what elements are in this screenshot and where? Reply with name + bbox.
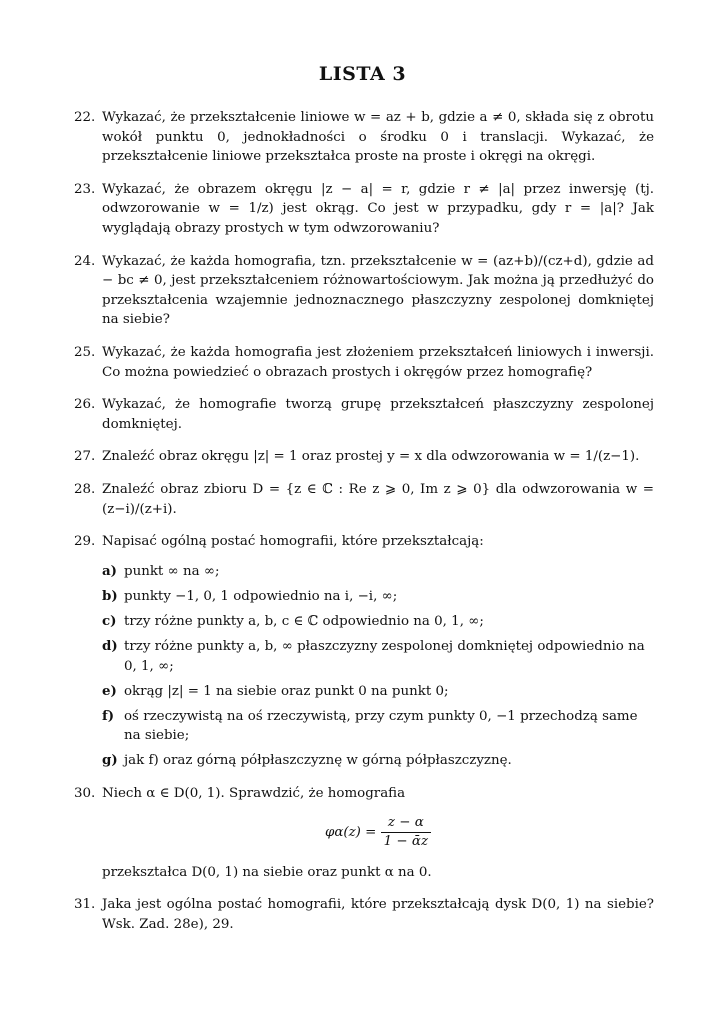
- problem-text: Niech α ∈ D(0, 1). Sprawdzić, że homografia: [102, 786, 406, 802]
- subitem-label: g): [102, 752, 118, 769]
- subitem-c: [74, 612, 654, 632]
- problem-text: Wykazać, że obrazem okręgu |z − a| = r, gdzie r ≠ |a| przez inwersję (tj. odwzorowanie w = 1/z) jest okrąg. Co jest w przypadku, gdy r = |a|? Jak wyglądają obrazy prostych w tym odwzorowaniu?: [102, 181, 654, 236]
- subitem-a: [74, 562, 654, 582]
- problem-text: Jaka jest ogólna postać homografii, które przekształcają dysk D(0, 1) na siebie? Wsk. Zad. 28e), 29.: [102, 897, 654, 932]
- subitem-label: e): [102, 682, 117, 699]
- problem-text: Wykazać, że każda homografia, tzn. przekształcenie w = (az+b)/(cz+d), gdzie ad − bc ≠ 0, jest przekształceniem różnowartościowym. Jak można ją przedłużyć do przekształcenia wzajemnie jednoznacznego płaszczyzny zespolonej domkniętej na siebie?: [102, 253, 654, 328]
- problem-number: 27.: [74, 449, 96, 465]
- subitem-text: trzy różne punkty a, b, c ∈ ℂ odpowiednio na 0, 1, ∞;: [124, 613, 484, 629]
- subitem-text: jak f) oraz górną półpłaszczyznę w górną półpłaszczyznę.: [124, 753, 512, 769]
- subitem-g: [74, 751, 654, 771]
- problem-number: 28.: [74, 481, 96, 497]
- subitem-d: [74, 637, 654, 676]
- subitem-text: trzy różne punkty a, b, ∞ płaszczyzny zespolonej domkniętej odpowiednio na 0, 1, ∞;: [124, 638, 645, 674]
- problem-number: 26.: [74, 397, 96, 413]
- problem-27: [74, 447, 654, 467]
- subitem-text: punkty −1, 0, 1 odpowiednio na i, −i, ∞;: [124, 588, 398, 604]
- subitem-f: [74, 707, 654, 746]
- problem-number: 22.: [74, 110, 96, 125]
- formula-denominator: 1 − ᾱz: [383, 833, 429, 849]
- subitem-text: punkt ∞ na ∞;: [124, 563, 220, 579]
- problem-number: 31.: [74, 897, 96, 913]
- problem-text: Znaleźć obraz okręgu |z| = 1 oraz prostej y = x dla odwzorowania w = 1/(z−1).: [102, 449, 640, 465]
- problem-text: Znaleźć obraz zbioru D = {z ∈ ℂ : Re z ⩾ 0, Im z ⩾ 0} dla odwzorowania w = (z−i)/(z+i).: [102, 481, 654, 517]
- problem-22: [74, 108, 654, 167]
- problem-24: [74, 252, 654, 330]
- problem-number: 29.: [74, 534, 96, 550]
- problem-23: [74, 180, 654, 239]
- problem-number: 24.: [74, 253, 96, 269]
- subitem-text: okrąg |z| = 1 na siebie oraz punkt 0 na punkt 0;: [124, 683, 449, 699]
- problem-26: [74, 395, 654, 434]
- problem-text: Wykazać, że homografie tworzą grupę przekształceń płaszczyzny zespolonej domkniętej.: [102, 397, 654, 432]
- subitem-label: b): [102, 587, 118, 604]
- page-title: LISTA 3: [318, 63, 407, 85]
- problem-number: 30.: [74, 786, 96, 802]
- problem-28: [74, 480, 654, 519]
- problem-30: [74, 784, 654, 882]
- formula-lhs: φα(z) =: [324, 824, 377, 840]
- subitem-label: f): [102, 707, 115, 724]
- subitem-label: c): [102, 612, 117, 629]
- problem-31: [74, 895, 654, 934]
- subitem-text: oś rzeczywistą na oś rzeczywistą, przy czym punkty 0, −1 przechodzą same na siebie;: [124, 708, 638, 744]
- problem-text: Wykazać, że każda homografia jest złożeniem przekształceń liniowych i inwersji. Co można powiedzieć o obrazach prostych i okręgów przez homografię?: [102, 344, 654, 380]
- problem-text-continued: przekształca D(0, 1) na siebie oraz punkt α na 0.: [102, 864, 432, 880]
- subitem-label: a): [102, 562, 118, 579]
- problem-text: Napisać ogólną postać homografii, które przekształcają:: [102, 534, 484, 550]
- problem-25: [74, 343, 654, 382]
- problem-number: 25.: [74, 344, 96, 360]
- problem-list: [74, 108, 654, 947]
- problem-number: 23.: [74, 181, 96, 197]
- problem-29: [74, 532, 654, 552]
- homography-formula: [102, 814, 654, 851]
- subitem-e: [74, 682, 654, 702]
- formula-numerator: z − α: [381, 814, 431, 833]
- subitem-label: d): [102, 637, 118, 654]
- subitem-b: [74, 587, 654, 607]
- formula-fraction: [381, 814, 431, 851]
- problem-text: Wykazać, że przekształcenie liniowe w = az + b, gdzie a ≠ 0, składa się z obrotu wokół punktu 0, jednokładności o środku 0 i translacji. Wykazać, że przekształcenie liniowe przekształca proste na proste i okręgi na okręgi.: [102, 110, 654, 165]
